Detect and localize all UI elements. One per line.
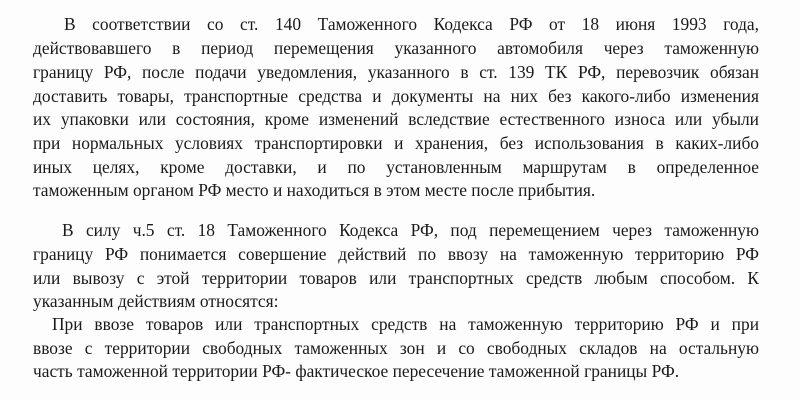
- text-line: или вывозу с этой территории товаров или транспортных средств любым способом. К: [33, 268, 759, 288]
- text-line: таможенным органом РФ место и находиться в этом месте после прибытия.: [33, 180, 596, 200]
- text-line: их упаковки или состояния, кроме изменений вследствие естественного износа или убыли: [33, 109, 759, 129]
- text-line: иных целях, кроме доставки, и по установленным маршрутам в определенное: [33, 157, 759, 177]
- text-line: доставить товары, транспортные средства и документы на них без какого-либо изменения: [33, 86, 759, 106]
- text-line: В силу ч.5 ст. 18 Таможенного Кодекса РФ, под перемещением через таможенную: [62, 220, 759, 240]
- text-line: При ввозе товаров или транспортных средств на таможенную территорию РФ и при: [52, 314, 759, 334]
- text-line: действовавшего в период перемещения указанного автомобиля через таможенную: [33, 38, 759, 58]
- text-line: при нормальных условиях транспортировки и хранения, без использования в каких-либо: [33, 133, 759, 153]
- text-line: границу РФ понимается совершение действий по ввозу на таможенную территорию РФ: [33, 244, 759, 264]
- text-line: границу РФ, после подачи уведомления, указанного в ст. 139 ТК РФ, перевозчик обязан: [33, 62, 759, 82]
- text-line: ввозе с территории свободных таможенных зон и со свободных складов на остальную: [33, 338, 759, 358]
- text-line: указанным действиям относятся:: [33, 291, 279, 311]
- text-line: часть таможенной территории РФ- фактическое пересечение таможенной границы РФ.: [33, 361, 680, 381]
- text-line: В соответствии со ст. 140 Таможенного Кодекса РФ от 18 июня 1993 года,: [64, 14, 759, 34]
